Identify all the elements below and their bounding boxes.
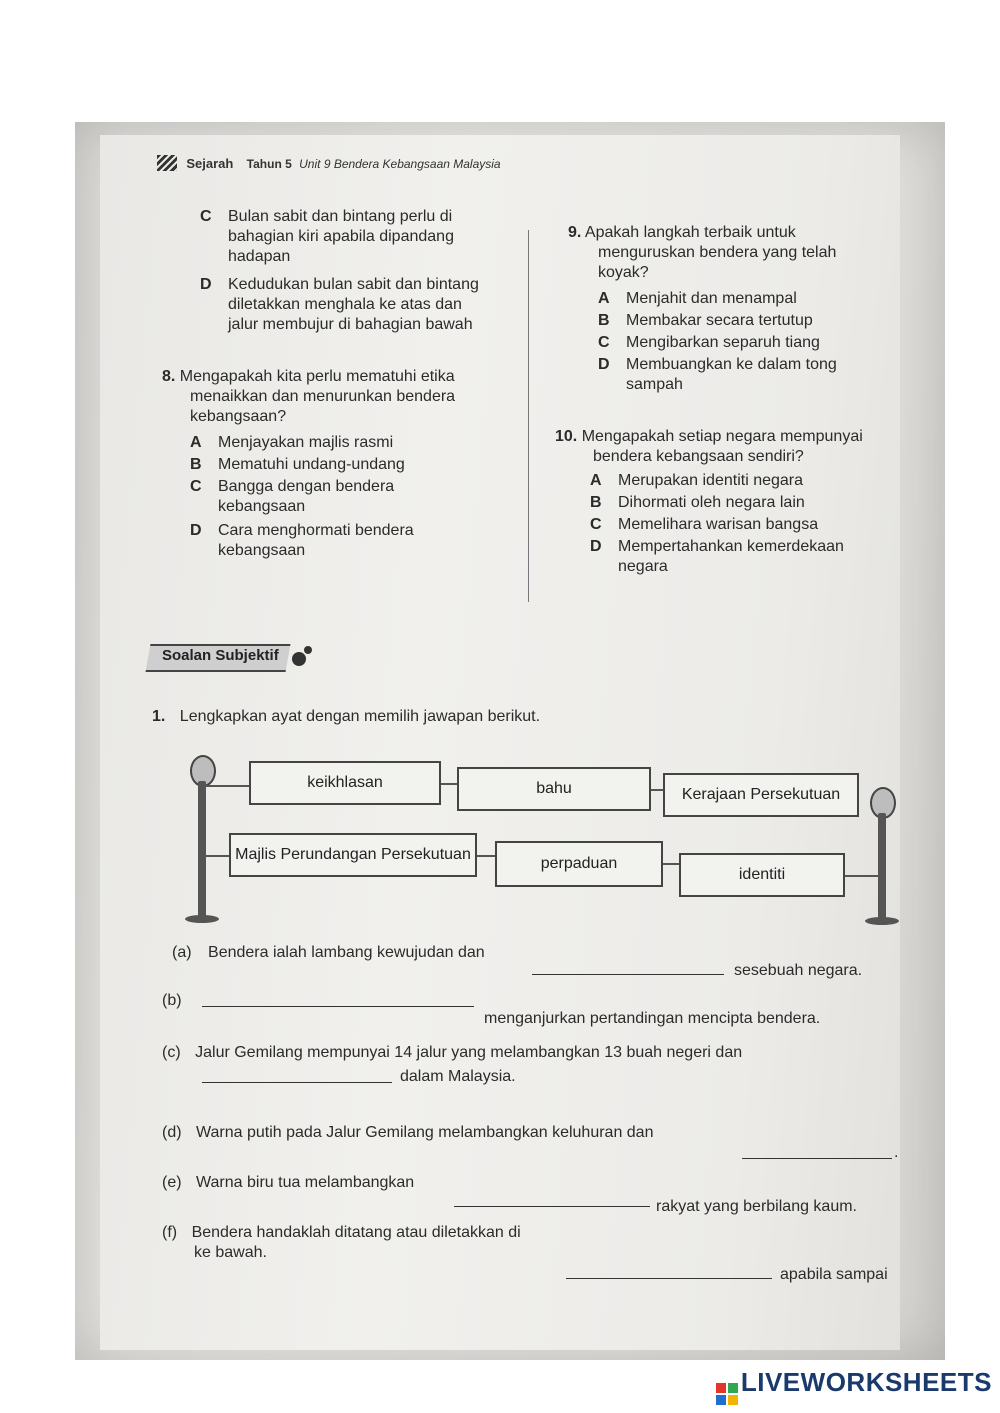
carry-option-d: D Kedudukan bulan sabit dan bintang diletakkan menghala ke atas dan jalur membujur di bahagian bawah (200, 276, 479, 333)
item-b-label: (b) (162, 992, 182, 1009)
q9-option-b[interactable]: B Membakar secara tertutup (598, 312, 813, 329)
book-logo-icon (157, 155, 177, 171)
item-d-after: . (894, 1144, 899, 1161)
liveworksheets-watermark: LIVEWORKSHEETS (716, 1367, 992, 1405)
column-divider (528, 230, 529, 602)
item-f-after: apabila sampai (780, 1266, 888, 1283)
q10-option-a[interactable]: A Merupakan identiti negara (590, 472, 804, 489)
item-a-after: sesebuah negara. (734, 962, 863, 979)
word-bank-panel (185, 755, 895, 930)
q10-option-c[interactable]: C Memelihara warisan bangsa (590, 516, 819, 533)
subjective-q1-instruction: 1. Lengkapkan ayat dengan memilih jawapan berikut. (152, 708, 541, 725)
page-header (157, 155, 501, 171)
question-9: 9. Apakah langkah terbaik untuk menguruskan bendera yang telah koyak? (568, 224, 837, 281)
blank-a[interactable] (532, 973, 724, 975)
word-keikhlasan[interactable]: keikhlasan (249, 761, 441, 805)
blank-d[interactable] (742, 1157, 892, 1159)
blank-e[interactable] (454, 1205, 650, 1207)
word-kerajaan-persekutuan[interactable]: Kerajaan Persekutuan (663, 773, 859, 817)
q8-option-c[interactable]: C Bangga dengan bendera kebangsaan (190, 478, 395, 515)
worksheet-page (100, 135, 900, 1350)
q10-option-b[interactable]: B Dihormati oleh negara lain (590, 494, 805, 511)
item-d: (d) Warna putih pada Jalur Gemilang melambangkan keluhuran dan (162, 1124, 654, 1141)
question-8: 8. Mengapakah kita perlu mematuhi etika menaikkan dan menurunkan bendera kebangsaan? (162, 368, 456, 425)
item-a: (a) Bendera ialah lambang kewujudan dan (172, 944, 485, 961)
item-b-after: menganjurkan pertandingan mencipta bendera. (484, 1010, 821, 1027)
q9-option-c[interactable]: C Mengibarkan separuh tiang (598, 334, 820, 351)
q9-option-d[interactable]: D Membuangkan ke dalam tong sampah (598, 356, 837, 393)
q8-option-a[interactable]: A Menjayakan majlis rasmi (190, 434, 394, 451)
section-title: Soalan Subjektif (162, 647, 279, 664)
word-identiti[interactable]: identiti (679, 853, 845, 897)
item-c: (c) Jalur Gemilang mempunyai 14 jalur yang melambangkan 13 buah negeri dan (162, 1044, 743, 1061)
header-unit: Unit 9 Bendera Kebangsaan Malaysia (299, 157, 501, 171)
blank-b[interactable] (202, 1005, 474, 1007)
carry-option-c: C Bulan sabit dan bintang perlu di bahagian kiri apabila dipandang hadapan (200, 208, 454, 265)
header-subject: Sejarah (186, 156, 234, 171)
question-10: 10. Mengapakah setiap negara mempunyai bendera kebangsaan sendiri? (555, 428, 863, 465)
item-f: (f) Bendera handaklah ditatang atau diletakkan di ke bawah. (162, 1224, 521, 1261)
blank-c[interactable] (202, 1081, 392, 1083)
q10-option-d[interactable]: D Mempertahankan kemerdekaan negara (590, 538, 844, 575)
item-e-after: rakyat yang berbilang kaum. (656, 1198, 857, 1215)
section-badge (148, 638, 308, 672)
item-e: (e) Warna biru tua melambangkan (162, 1174, 415, 1191)
item-c-after: dalam Malaysia. (400, 1068, 516, 1085)
word-bahu[interactable]: bahu (457, 767, 651, 811)
q9-option-a[interactable]: A Menjahit dan menampal (598, 290, 797, 307)
word-majlis-perundangan-persekutuan[interactable]: Majlis Perundangan Persekutuan (229, 833, 477, 877)
word-perpaduan[interactable]: perpaduan (495, 841, 663, 887)
header-year: Tahun 5 (246, 157, 292, 171)
q8-option-b[interactable]: B Mematuhi undang-undang (190, 456, 405, 473)
liveworksheets-logo-icon (716, 1383, 738, 1405)
blank-f[interactable] (566, 1277, 772, 1279)
q8-option-d[interactable]: D Cara menghormati bendera kebangsaan (190, 522, 414, 559)
